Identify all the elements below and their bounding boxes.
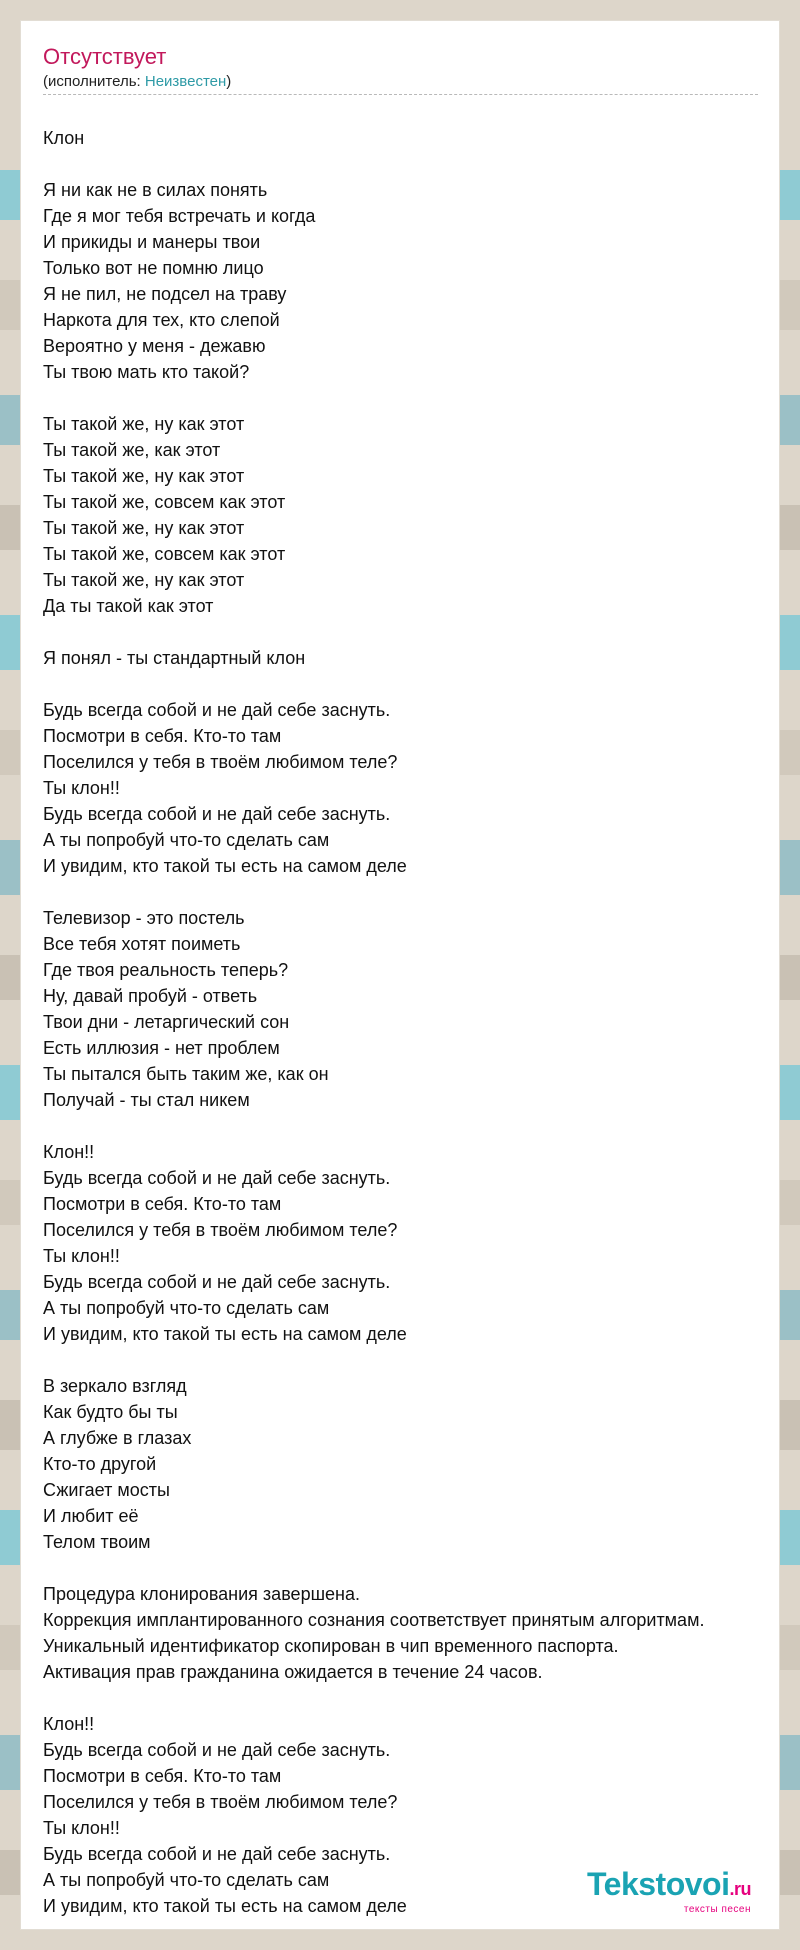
artist-suffix: ) <box>226 73 232 90</box>
lyric-line: Ну, давай пробуй - ответь <box>43 986 258 1006</box>
lyric-line: А ты попробуй что-то сделать сам <box>43 1298 330 1318</box>
lyric-line: Все тебя хотят поиметь <box>43 934 241 954</box>
lyric-line: Кто-то другой <box>43 1454 157 1474</box>
lyric-line: Ты клон!! <box>43 778 120 798</box>
lyric-line: Есть иллюзия - нет проблем <box>43 1038 280 1058</box>
lyric-line <box>43 619 783 645</box>
lyric-line: Я понял - ты стандартный клон <box>43 648 306 668</box>
lyric-line: Посмотри в себя. Кто-то там <box>43 1194 282 1214</box>
lyric-line: И прикиды и манеры твои <box>43 232 261 252</box>
lyric-line: Посмотри в себя. Кто-то там <box>43 1766 282 1786</box>
lyric-line: Клон!! <box>43 1142 95 1162</box>
lyric-line <box>43 671 783 697</box>
lyrics-card <box>20 20 780 1930</box>
lyric-line: Ты такой же, ну как этот <box>43 414 245 434</box>
lyric-line: Клон <box>43 128 85 148</box>
header-divider <box>43 94 758 95</box>
artist-line <box>43 72 758 92</box>
song-header <box>43 43 758 95</box>
lyric-line: Ты такой же, ну как этот <box>43 466 245 486</box>
lyric-line: Поселился у тебя в твоём любимом теле? <box>43 1220 398 1240</box>
lyric-line: Уникальный идентификатор скопирован в чип временного паспорта. <box>43 1636 619 1656</box>
lyric-line: Телевизор - это постель <box>43 908 245 928</box>
logo-wordmark: Tekstovoi.ru <box>586 1866 751 1902</box>
lyric-line: Только вот не помню лицо <box>43 258 264 278</box>
logo-tagline: тексты песен <box>683 1904 751 1915</box>
lyric-line: Будь всегда собой и не дай себе заснуть. <box>43 1168 391 1188</box>
lyric-line: И увидим, кто такой ты есть на самом деле <box>43 1324 407 1344</box>
lyric-line: Поселился у тебя в твоём любимом теле? <box>43 752 398 772</box>
lyric-line: Получай - ты стал никем <box>43 1090 250 1110</box>
lyric-line: Процедура клонирования завершена. <box>43 1584 360 1604</box>
lyric-line: Наркота для тех, кто слепой <box>43 310 280 330</box>
lyric-line: Ты клон!! <box>43 1818 120 1838</box>
lyric-line: Ты твою мать кто такой? <box>43 362 250 382</box>
lyric-line: В зеркало взгляд <box>43 1376 187 1396</box>
lyric-line: Будь всегда собой и не дай себе заснуть. <box>43 700 391 720</box>
lyric-line: И увидим, кто такой ты есть на самом деле <box>43 856 407 876</box>
lyric-line <box>43 879 783 905</box>
lyric-line: И увидим, кто такой ты есть на самом деле <box>43 1896 407 1916</box>
lyric-line <box>43 385 783 411</box>
lyric-line: Коррекция имплантированного сознания соответствует принятым алгоритмам. <box>43 1610 705 1630</box>
lyric-line: Будь всегда собой и не дай себе заснуть. <box>43 804 391 824</box>
lyric-line <box>43 1347 783 1373</box>
lyric-line: А ты попробуй что-то сделать сам <box>43 1870 330 1890</box>
lyric-line <box>43 1113 783 1139</box>
lyric-line: Я ни как не в силах понять <box>43 180 268 200</box>
lyric-line: Твои дни - летаргический сон <box>43 1012 290 1032</box>
lyric-line: Ты такой же, совсем как этот <box>43 492 286 512</box>
lyric-line: Будь всегда собой и не дай себе заснуть. <box>43 1740 391 1760</box>
lyrics-text <box>43 125 783 1919</box>
lyric-line <box>43 1555 783 1581</box>
artist-prefix: (исполнитель: <box>43 73 145 90</box>
lyric-line: И любит её <box>43 1506 139 1526</box>
lyric-line: Будь всегда собой и не дай себе заснуть. <box>43 1272 391 1292</box>
lyric-line: Ты такой же, как этот <box>43 440 221 460</box>
lyric-line: Посмотри в себя. Кто-то там <box>43 726 282 746</box>
lyric-line: Клон!! <box>43 1714 95 1734</box>
lyric-line: Ты такой же, ну как этот <box>43 570 245 590</box>
lyric-line <box>43 1685 783 1711</box>
lyric-line: Вероятно у меня - дежавю <box>43 336 266 356</box>
lyric-line: Я не пил, не подсел на траву <box>43 284 287 304</box>
song-title: Отсутствует <box>43 44 167 69</box>
lyric-line: Ты клон!! <box>43 1246 120 1266</box>
lyric-line: А ты попробуй что-то сделать сам <box>43 830 330 850</box>
lyric-line: Ты такой же, ну как этот <box>43 518 245 538</box>
lyric-line: Где я мог тебя встречать и когда <box>43 206 316 226</box>
lyric-line: Сжигает мосты <box>43 1480 170 1500</box>
lyric-line: Ты пытался быть таким же, как он <box>43 1064 329 1084</box>
lyric-line: Поселился у тебя в твоём любимом теле? <box>43 1792 398 1812</box>
site-logo[interactable] <box>587 1867 751 1915</box>
lyric-line: А глубже в глазах <box>43 1428 192 1448</box>
artist-link[interactable]: Неизвестен <box>144 73 227 90</box>
lyric-line: Телом твоим <box>43 1532 151 1552</box>
lyric-line: Где твоя реальность теперь? <box>43 960 289 980</box>
lyric-line: Активация прав гражданина ожидается в течение 24 часов. <box>43 1662 543 1682</box>
lyric-line: Будь всегда собой и не дай себе заснуть. <box>43 1844 391 1864</box>
lyric-line: Да ты такой как этот <box>43 596 214 616</box>
lyric-line: Ты такой же, совсем как этот <box>43 544 286 564</box>
lyric-line <box>43 151 783 177</box>
lyric-line: Как будто бы ты <box>43 1402 178 1422</box>
